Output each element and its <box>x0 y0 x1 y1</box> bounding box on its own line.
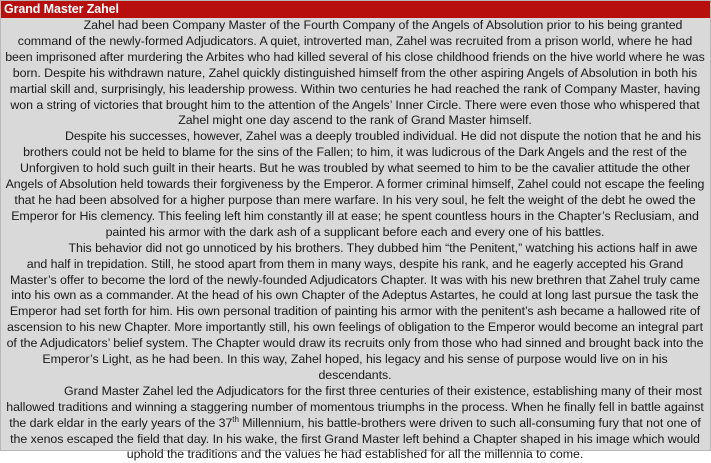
paragraph-2: Despite his successes, however, Zahel was a deeply troubled individual. He did not dispute the notion that he and his brothers could not be held to blame for the sins of the Fallen; to him, it was ludicrous of the Dark Angels and the rest of the Unforgiven to hold such guilt in their hearts. But he was troubled by what seemed to him to be the cavalier attitude the other Angels of Absolution held towards their forgiveness by the Emperor. A former criminal himself, Zahel could not escape the feeling that he had been absolved for a higher purpose than mere warfare. In his very soul, he felt the weight of the debt he owed the Emperor for His clemency. This feeling left him constantly ill at ease; he spent countless hours in the Chapter’s Reclusiam, and painted his armor with the dark ash of a supplicant before each and every one of his battles. <box>5 129 705 239</box>
paragraph-3: This behavior did not go unnoticed by his brothers. They dubbed him “the Penitent,” watching his actions half in awe and half in trepidation. Still, he stood apart from them in many ways, despite his rank, and he eagerly accepted his Grand Master’s offer to become the lord of the newly-founded Adjudicators Chapter. It was with his new brethren that Zahel truly came into his own as a commander. At the head of his own Chapter of the Adeptus Astartes, he could at long last pursue the task the Emperor had set forth for him. His own personal tradition of painting his armor with the penitent’s ash became a hallowed rite of ascension to his new Chapter. More importantly still, his own feelings of obligation to the Emperor would become an integral part of the Adjudicators’ belief system. The Chapter would draw its recruits only from those who had sinned and brought back into the Emperor’s Light, as he had been. In this way, Zahel hoped, his legacy and his sense of purpose would live on in his descendants. <box>6 240 704 382</box>
paragraph-1: Zahel had been Company Master of the Fourth Company of the Angels of Absolution prior to his being granted command of the newly-formed Adjudicators. A quiet, introverted man, Zahel was recruited from a prison world, where he had been imprisoned after murdering the Arbites who had killed several of his close childhood friends on the hive world where he was born. Despite his withdrawn nature, Zahel quickly distinguished himself from the other aspiring Angels of Absolution in both his martial skill and, surprisingly, his leadership prowess. Within two centuries he had reached the rank of Company Master, having won a string of victories that brought him to the attention of the Angels’ Inner Circle. There were even those who whispered that Zahel might one day ascend to the rank of Grand Master himself. <box>5 18 705 128</box>
ordinal-suffix: th <box>232 414 239 424</box>
article-body <box>1 18 710 463</box>
article-title: Grand Master Zahel <box>1 1 710 18</box>
paragraph-4: Grand Master Zahel led the Adjudicators for the first three centuries of their existence, establishing many of their most hallowed traditions and winning a staggering number of momentous triumphs in the process. When he finally fell in battle against the dark eldar in the early years of the 37th Millennium, his battle-brothers were driven to such all-consuming fury that not one of the xenos escaped the field that day. In his wake, the first Grand Master left behind a Chapter shaped in his image which would uphold the traditions and the values he had established for all the millennia to come. <box>6 383 704 462</box>
